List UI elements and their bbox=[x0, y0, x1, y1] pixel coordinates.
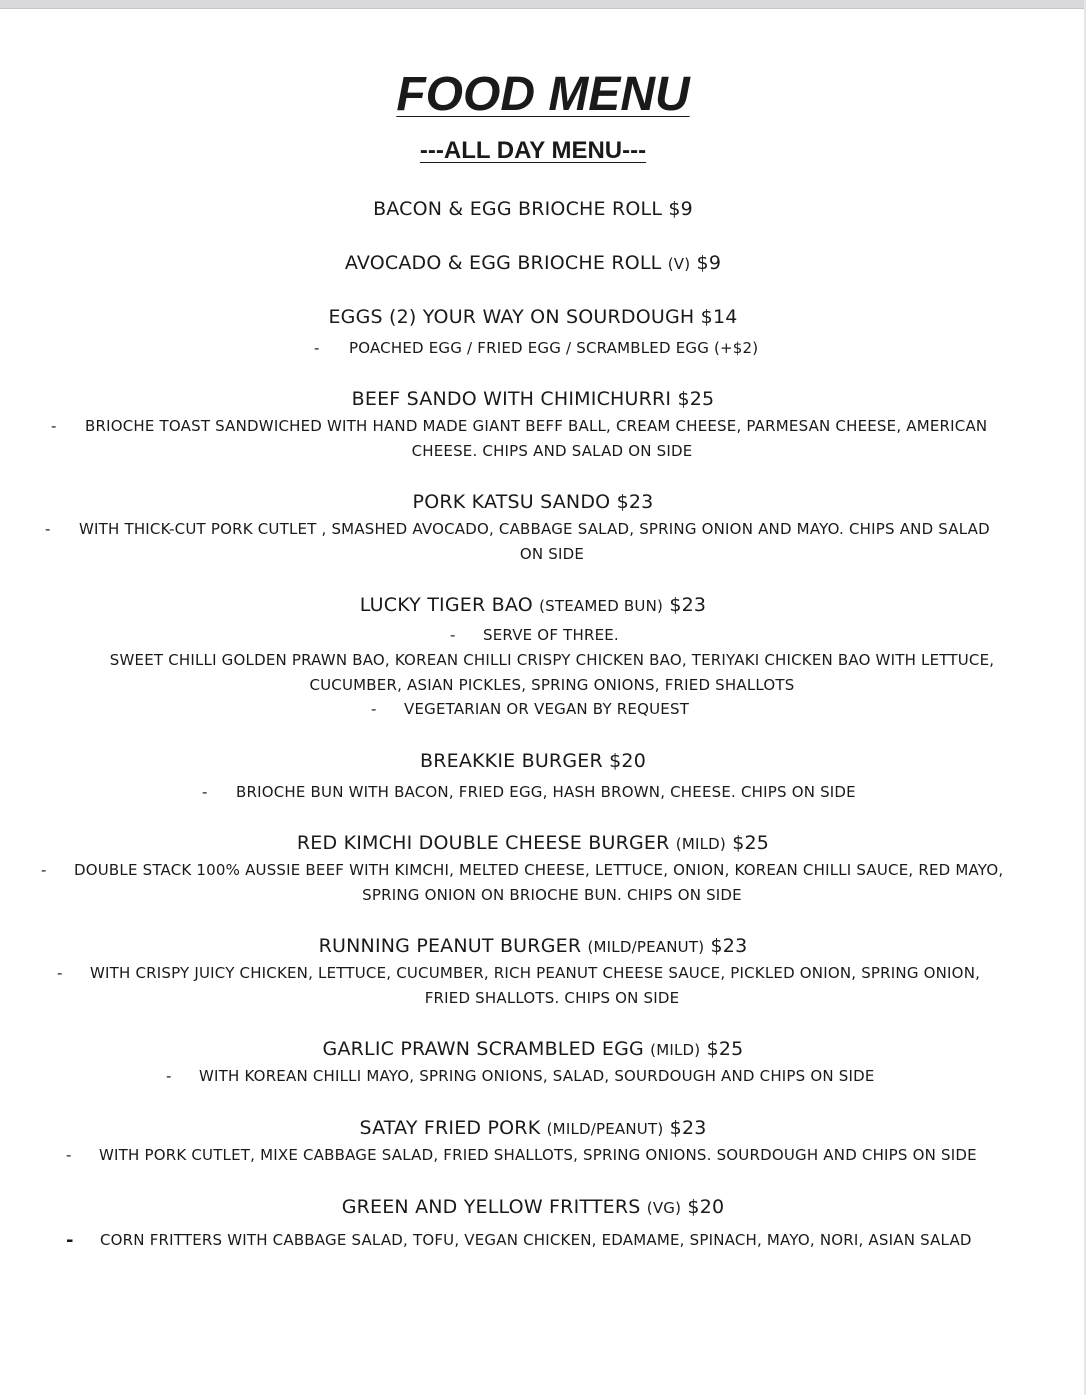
viewer-top-bar bbox=[0, 0, 1086, 9]
bullet-dash: - bbox=[45, 520, 51, 538]
item-heading: SATAY FRIED PORK (MILD/PEANUT) $23 bbox=[359, 1117, 707, 1139]
bullet-dash: - bbox=[166, 1067, 172, 1085]
item-heading: AVOCADO & EGG BRIOCHE ROLL (V) $9 bbox=[344, 252, 722, 274]
item-description: ON SIDE bbox=[519, 545, 585, 563]
item-heading: BEEF SANDO WITH CHIMICHURRI $25 bbox=[351, 388, 715, 410]
item-description: CORN FRITTERS WITH CABBAGE SALAD, TOFU, VEGAN CHICKEN, EDAMAME, SPINACH, MAYO, NORI, ASIAN SALAD bbox=[100, 1231, 972, 1249]
item-description: WITH CRISPY JUICY CHICKEN, LETTUCE, CUCUMBER, RICH PEANUT CHEESE SAUCE, PICKLED ONION, SPRING ONION, bbox=[90, 964, 981, 982]
item-heading: BREAKKIE BURGER $20 bbox=[419, 750, 646, 772]
item-heading: EGGS (2) YOUR WAY ON SOURDOUGH $14 bbox=[328, 306, 738, 328]
menu-title: FOOD MENU bbox=[396, 68, 690, 121]
item-heading: GREEN AND YELLOW FRITTERS (VG) $20 bbox=[341, 1196, 725, 1218]
item-heading: PORK KATSU SANDO $23 bbox=[412, 491, 654, 513]
item-description: BRIOCHE BUN WITH BACON, FRIED EGG, HASH BROWN, CHEESE. CHIPS ON SIDE bbox=[236, 783, 856, 801]
item-description: WITH THICK-CUT PORK CUTLET , SMASHED AVOCADO, CABBAGE SALAD, SPRING ONION AND MAYO. CHIPS AND SALAD bbox=[79, 520, 990, 538]
item-heading: LUCKY TIGER BAO (STEAMED BUN) $23 bbox=[359, 594, 707, 616]
item-description: SPRING ONION ON BRIOCHE BUN. CHIPS ON SIDE bbox=[362, 886, 742, 904]
bullet-dash: - bbox=[66, 1230, 74, 1251]
bullet-dash: - bbox=[57, 964, 63, 982]
bullet-dash: - bbox=[66, 1146, 72, 1164]
item-description: WITH KOREAN CHILLI MAYO, SPRING ONIONS, SALAD, SOURDOUGH AND CHIPS ON SIDE bbox=[199, 1067, 875, 1085]
item-heading: RUNNING PEANUT BURGER (MILD/PEANUT) $23 bbox=[318, 935, 748, 957]
bullet-dash: - bbox=[202, 783, 208, 801]
item-description: CUCUMBER, ASIAN PICKLES, SPRING ONIONS, FRIED SHALLOTS bbox=[309, 676, 795, 694]
item-description: WITH PORK CUTLET, MIXE CABBAGE SALAD, FRIED SHALLOTS, SPRING ONIONS. SOURDOUGH AND CHIPS ON SIDE bbox=[99, 1146, 977, 1164]
item-heading: GARLIC PRAWN SCRAMBLED EGG (MILD) $25 bbox=[322, 1038, 744, 1060]
bullet-dash: - bbox=[41, 861, 47, 879]
item-description: BRIOCHE TOAST SANDWICHED WITH HAND MADE GIANT BEFF BALL, CREAM CHEESE, PARMESAN CHEESE, AMERICAN bbox=[85, 417, 988, 435]
item-description: VEGETARIAN OR VEGAN BY REQUEST bbox=[404, 700, 690, 718]
item-description: DOUBLE STACK 100% AUSSIE BEEF WITH KIMCHI, MELTED CHEESE, LETTUCE, ONION, KOREAN CHILLI SAUCE, RED MAYO, bbox=[74, 861, 1004, 879]
bullet-dash: - bbox=[450, 626, 456, 644]
item-heading: BACON & EGG BRIOCHE ROLL $9 bbox=[373, 198, 693, 220]
item-description: CHEESE. CHIPS AND SALAD ON SIDE bbox=[411, 442, 693, 460]
item-heading: RED KIMCHI DOUBLE CHEESE BURGER (MILD) $25 bbox=[296, 832, 770, 854]
menu-subtitle: ---ALL DAY MENU--- bbox=[419, 137, 647, 164]
bullet-dash: - bbox=[314, 339, 320, 357]
item-description: FRIED SHALLOTS. CHIPS ON SIDE bbox=[424, 989, 680, 1007]
item-description: POACHED EGG / FRIED EGG / SCRAMBLED EGG (+$2) bbox=[349, 339, 759, 357]
item-description: SERVE OF THREE. bbox=[483, 626, 619, 644]
bullet-dash: - bbox=[51, 417, 57, 435]
item-description: SWEET CHILLI GOLDEN PRAWN BAO, KOREAN CHILLI CRISPY CHICKEN BAO, TERIYAKI CHICKEN BAO WITH LETTUCE, bbox=[109, 651, 995, 669]
bullet-dash: - bbox=[371, 700, 377, 718]
